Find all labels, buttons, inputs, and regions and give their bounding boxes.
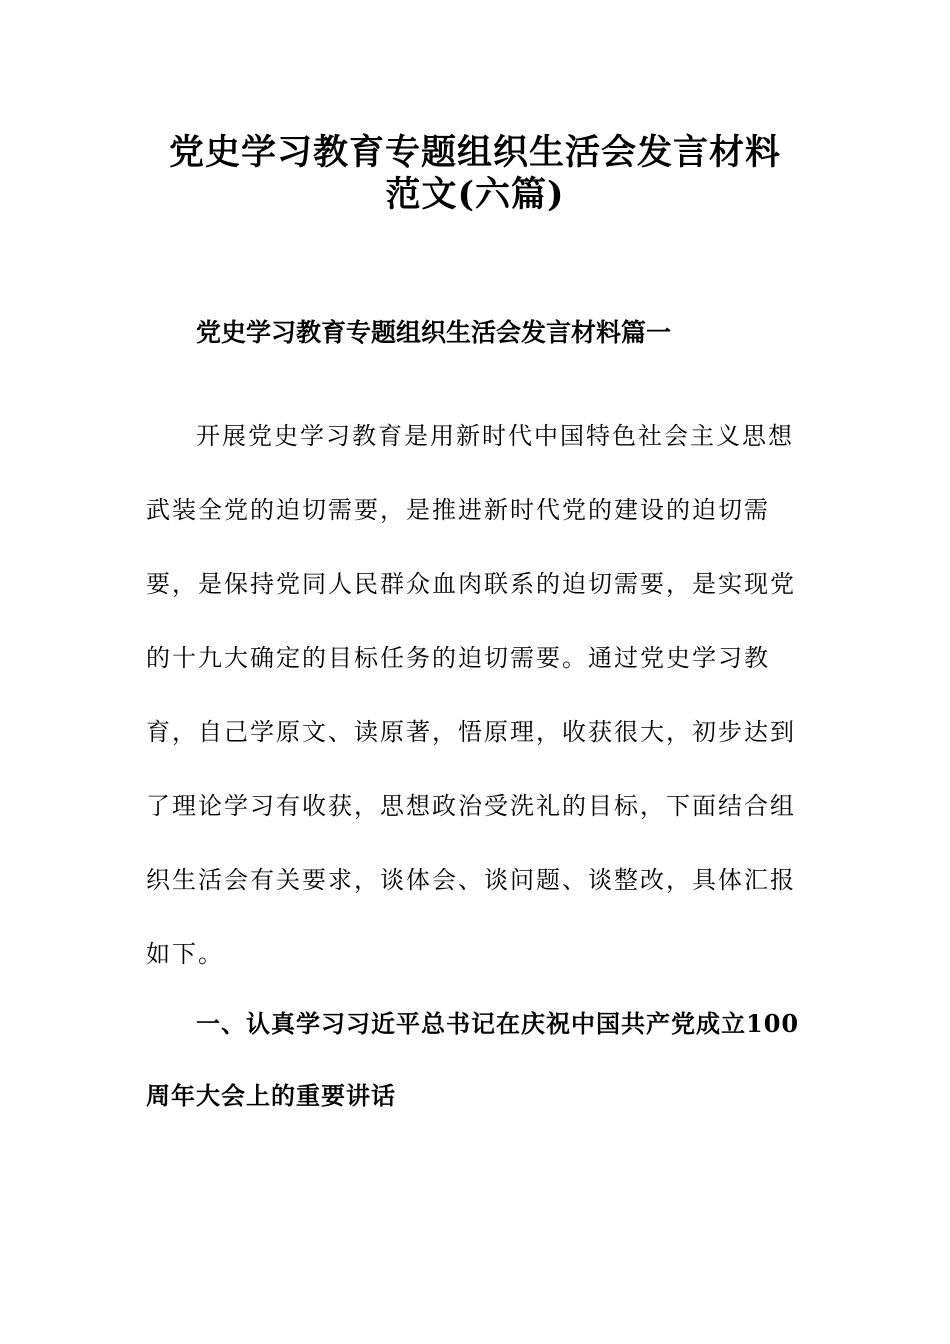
document-title-line-1: 党史学习教育专题组织生活会发言材料 [168,132,781,173]
paragraph-line: 开展党史学习教育是用新时代中国特色社会主义思想 [196,422,794,450]
paragraph-line: 育，自己学原文、读原著，悟原理，收获很大，初步达到 [146,718,796,746]
document-title-line-2: 范文(六篇) [385,174,565,215]
paragraph-line: 织生活会有关要求，谈体会、谈问题、谈整改，具体汇报 [146,866,796,894]
section-title: 党史学习教育专题组织生活会发言材料篇一 [196,318,672,347]
heading-line: 周年大会上的重要讲话 [146,1081,396,1110]
paragraph-line: 要，是保持党同人民群众血肉联系的迫切需要，是实现党 [146,570,796,598]
paragraph-line: 的十九大确定的目标任务的迫切需要。通过党史学习教 [146,644,770,672]
paragraph-line: 了理论学习有收获，思想政治受洗礼的目标，下面结合组 [146,792,796,820]
paragraph-line: 如下。 [146,940,224,968]
paragraph-line: 武装全党的迫切需要，是推进新时代党的建设的迫切需 [146,496,770,524]
heading-line: 一、认真学习习近平总书记在庆祝中国共产党成立100 [196,1009,800,1038]
